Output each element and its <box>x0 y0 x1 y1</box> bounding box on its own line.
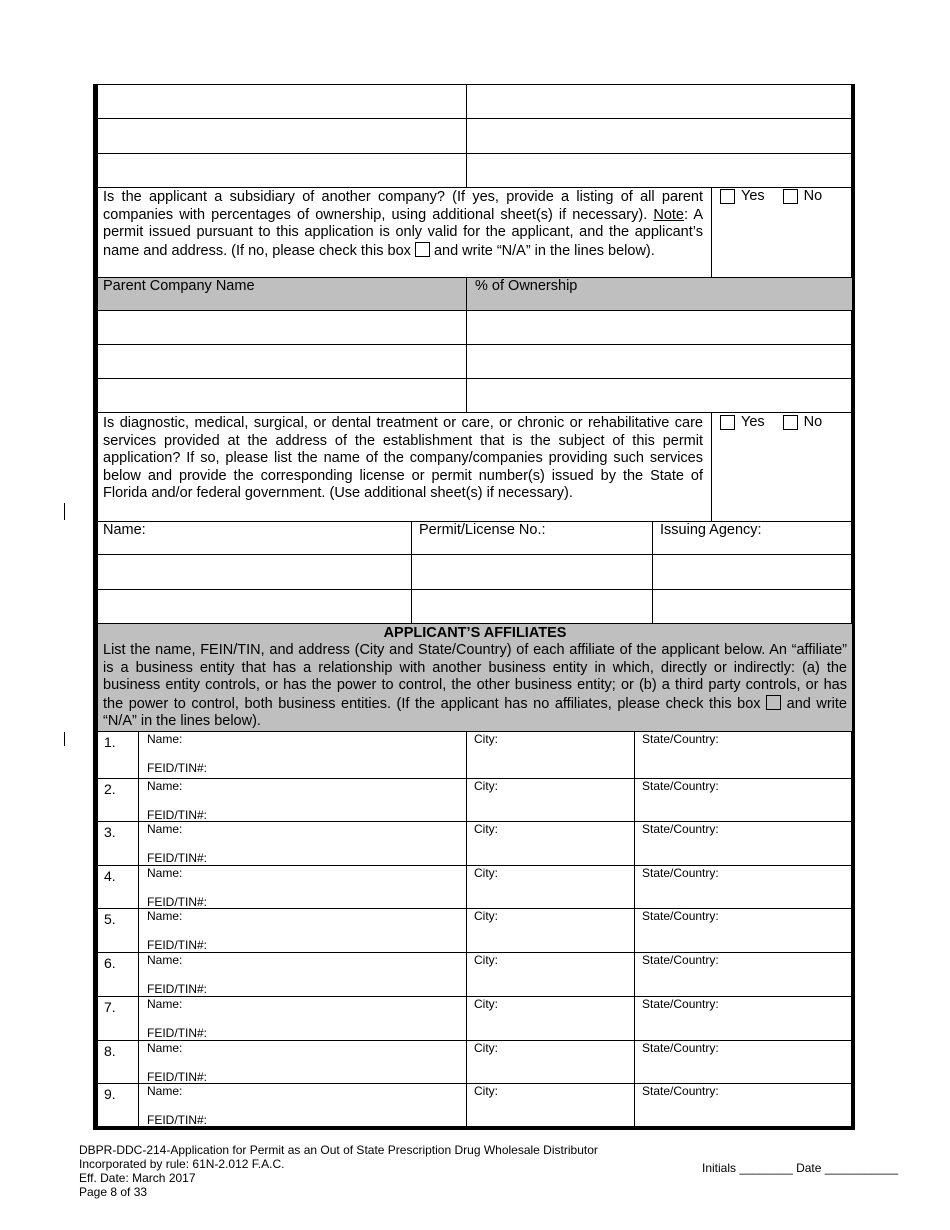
affiliate-name-field[interactable]: Name: <box>147 909 183 923</box>
affiliate-row-number: 7. <box>104 999 116 1015</box>
treatment-yes-checkbox[interactable] <box>720 415 735 430</box>
affiliate-fein-field[interactable]: FEID/TIN#: <box>147 808 208 822</box>
affiliate-city-field[interactable]: City: <box>474 1041 498 1055</box>
affiliate-row-number: 1. <box>104 734 116 750</box>
treatment-agency-header: Issuing Agency: <box>660 522 762 538</box>
treatment-no-label: No <box>803 414 823 430</box>
subsidiary-na-checkbox[interactable] <box>415 242 430 257</box>
affiliate-state-field[interactable]: State/Country: <box>642 866 719 880</box>
footer-form-title: DBPR-DDC-214-Application for Permit as an Out of State Prescription Drug Wholesale Distributor <box>79 1143 598 1157</box>
affiliate-city-field[interactable]: City: <box>474 909 498 923</box>
affiliate-state-field[interactable]: State/Country: <box>642 997 719 1011</box>
affiliate-city-field[interactable]: City: <box>474 779 498 793</box>
affiliate-name-field[interactable]: Name: <box>147 1084 183 1098</box>
treatment-yes-no <box>720 414 822 430</box>
affiliate-state-field[interactable]: State/Country: <box>642 1084 719 1098</box>
subsidiary-yes-label: Yes <box>741 188 765 204</box>
affiliate-name-field[interactable]: Name: <box>147 866 183 880</box>
affiliate-fein-field[interactable]: FEID/TIN#: <box>147 895 208 909</box>
affiliate-row-number: 6. <box>104 955 116 971</box>
affiliate-state-field[interactable]: State/Country: <box>642 779 719 793</box>
affiliate-city-field[interactable]: City: <box>474 1084 498 1098</box>
affiliate-fein-field[interactable]: FEID/TIN#: <box>147 851 208 865</box>
subsidiary-no-label: No <box>803 188 823 204</box>
affiliate-fein-field[interactable]: FEID/TIN#: <box>147 938 208 952</box>
affiliate-fein-field[interactable]: FEID/TIN#: <box>147 761 208 775</box>
affiliate-name-field[interactable]: Name: <box>147 953 183 967</box>
parent-company-name-header: Parent Company Name <box>103 278 255 294</box>
affiliate-city-field[interactable]: City: <box>474 866 498 880</box>
treatment-permit-header: Permit/License No.: <box>419 522 546 538</box>
affiliates-na-checkbox[interactable] <box>766 695 781 710</box>
affiliate-state-field[interactable]: State/Country: <box>642 732 719 746</box>
affiliate-name-field[interactable]: Name: <box>147 997 183 1011</box>
affiliate-name-field[interactable]: Name: <box>147 779 183 793</box>
subsidiary-no-checkbox[interactable] <box>783 189 798 204</box>
affiliate-name-field[interactable]: Name: <box>147 1041 183 1055</box>
affiliate-fein-field[interactable]: FEID/TIN#: <box>147 982 208 996</box>
affiliate-name-field[interactable]: Name: <box>147 822 183 836</box>
affiliate-city-field[interactable]: City: <box>474 732 498 746</box>
affiliates-title: APPLICANT’S AFFILIATES <box>383 625 567 641</box>
affiliate-state-field[interactable]: State/Country: <box>642 822 719 836</box>
subsidiary-yes-checkbox[interactable] <box>720 189 735 204</box>
affiliates-description: List the name, FEIN/TIN, and address (City and State/Country) of each affiliate of the applicant below. An “affiliate” is a business entity that has a relationship with another business entity in which, directly or indirectly: (a) the business entity controls, or has the power to control, the other business entity; or (b) a third party controls, or has the power to control, both business entities. (If the applicant has no affiliates, please check this box and write “N/A” in the lines below). <box>103 642 847 730</box>
footer-rule: Incorporated by rule: 61N-2.012 F.A.C. <box>79 1157 285 1171</box>
affiliate-row-number: 4. <box>104 868 116 884</box>
footer-eff-date: Eff. Date: March 2017 <box>79 1171 196 1185</box>
affiliate-state-field[interactable]: State/Country: <box>642 909 719 923</box>
affiliate-fein-field[interactable]: FEID/TIN#: <box>147 1070 208 1084</box>
affiliate-row-number: 5. <box>104 911 116 927</box>
treatment-no-checkbox[interactable] <box>783 415 798 430</box>
footer-page-number: Page 8 of 33 <box>79 1185 148 1199</box>
subsidiary-yes-no <box>720 188 822 204</box>
affiliate-row-number: 8. <box>104 1043 116 1059</box>
treatment-name-header: Name: <box>103 522 146 538</box>
treatment-question: Is diagnostic, medical, surgical, or dental treatment or care, or chronic or rehabilitative care services provided at the address of the establishment that is the subject of this permit application? If so, please list the name of the company/companies providing such services below and provide the corresponding license or permit number(s) issued by the State of Florida and/or federal government. (Use additional sheet(s) if necessary). <box>103 415 703 502</box>
affiliate-fein-field[interactable]: FEID/TIN#: <box>147 1026 208 1040</box>
text-cursor-mark <box>64 732 65 746</box>
affiliate-name-field[interactable]: Name: <box>147 732 183 746</box>
initials-date-line[interactable]: Initials ________ Date ___________ <box>702 1161 899 1175</box>
affiliate-row-number: 3. <box>104 824 116 840</box>
affiliate-state-field[interactable]: State/Country: <box>642 953 719 967</box>
affiliate-state-field[interactable]: State/Country: <box>642 1041 719 1055</box>
text-cursor-mark <box>64 503 65 520</box>
subsidiary-question: Is the applicant a subsidiary of another company? (If yes, provide a listing of all parent companies with percentages of ownership, using additional sheet(s) if necessary). Note: A permit issued pursuant to this application is only valid for the applicant, and the applicant’s name and address. (If no, please check this box and write “N/A” in the lines below). <box>103 189 703 259</box>
affiliate-city-field[interactable]: City: <box>474 997 498 1011</box>
affiliate-row-number: 9. <box>104 1086 116 1102</box>
footer-info <box>79 1143 598 1199</box>
affiliate-city-field[interactable]: City: <box>474 822 498 836</box>
ownership-percent-header: % of Ownership <box>475 278 578 294</box>
affiliate-fein-field[interactable]: FEID/TIN#: <box>147 1113 208 1127</box>
treatment-yes-label: Yes <box>741 414 765 430</box>
affiliate-row-number: 2. <box>104 781 116 797</box>
affiliate-city-field[interactable]: City: <box>474 953 498 967</box>
